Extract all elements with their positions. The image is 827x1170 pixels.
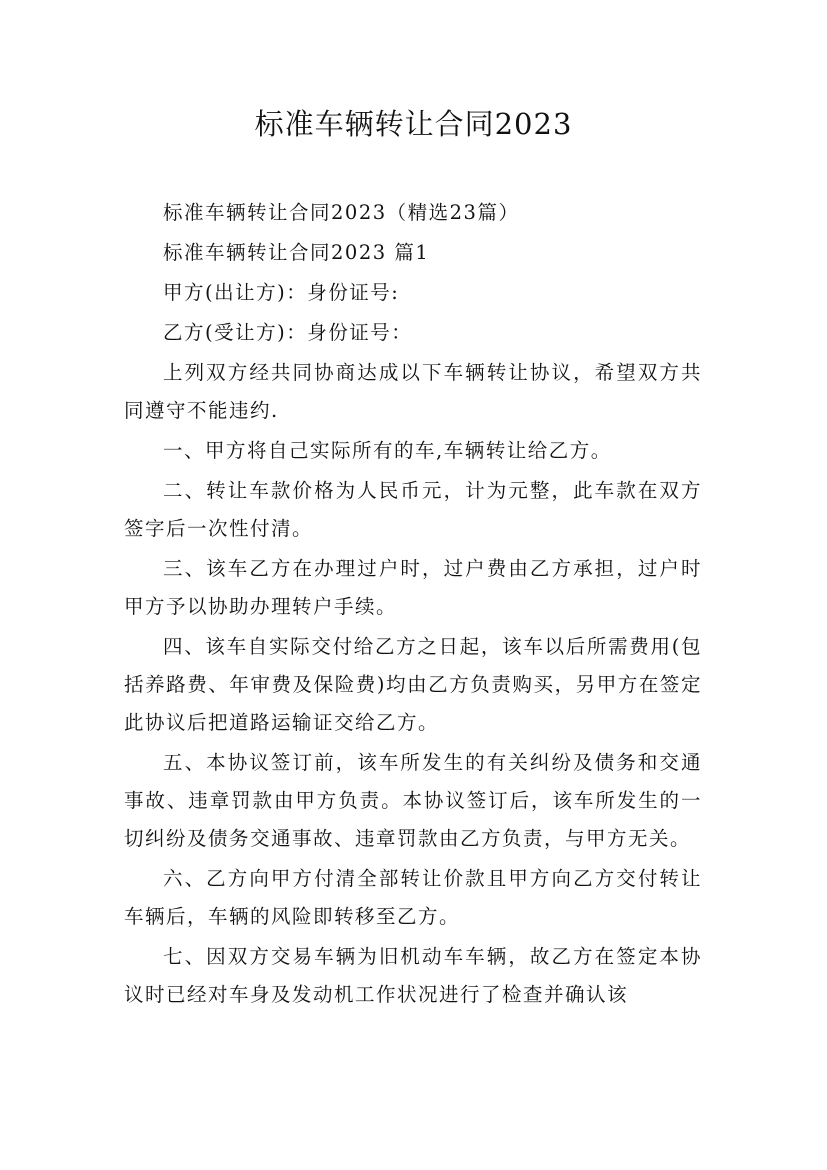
paragraph-party-b: 乙方(受让方)：身份证号： — [163, 321, 413, 344]
paragraph-clause-4: 四、该车自实际交付给乙方之日起，该车以后所需费用(包括养路费、年审费及保险费)均由乙方负责购买，另甲方在签定此协议后把道路运输证交给乙方。 — [124, 635, 702, 734]
paragraph-subtitle: 标准车辆转让合同2023（精选23篇） — [163, 201, 520, 224]
paragraph-clause-6: 六、乙方向甲方付清全部转让价款且甲方向乙方交付转让车辆后，车辆的风险即转移至乙方。 — [124, 867, 702, 928]
paragraph-party-a: 甲方(出让方)：身份证号: — [163, 281, 400, 304]
paragraph-clause-5: 五、本协议签订前，该车所发生的有关纠纷及债务和交通事故、违章罚款由甲方负责。本协议签订后，该车所发生的一切纠纷及债务交通事故、违章罚款由乙方负责，与甲方无关。 — [124, 751, 702, 850]
paragraph-clause-1: 一、甲方将自己实际所有的车,车辆转让给乙方。 — [163, 439, 612, 462]
document-title: 标准车辆转让合同2023 — [254, 107, 573, 141]
paragraph-clause-7: 七、因双方交易车辆为旧机动车车辆，故乙方在签定本协议时已经对车身及发动机工作状况进行了检查并确认该 — [124, 945, 702, 1006]
paragraph-clause-3: 三、该车乙方在办理过户时，过户费由乙方承担，过户时甲方予以协助办理转户手续。 — [124, 557, 702, 618]
paragraph-section-heading: 标准车辆转让合同2023 篇1 — [163, 241, 430, 264]
paragraph-preamble: 上列双方经共同协商达成以下车辆转让协议，希望双方共同遵守不能违约. — [124, 361, 702, 422]
paragraph-clause-2: 二、转让车款价格为人民币元，计为元整，此车款在双方签字后一次性付清。 — [124, 479, 702, 540]
document-body — [124, 194, 702, 1016]
